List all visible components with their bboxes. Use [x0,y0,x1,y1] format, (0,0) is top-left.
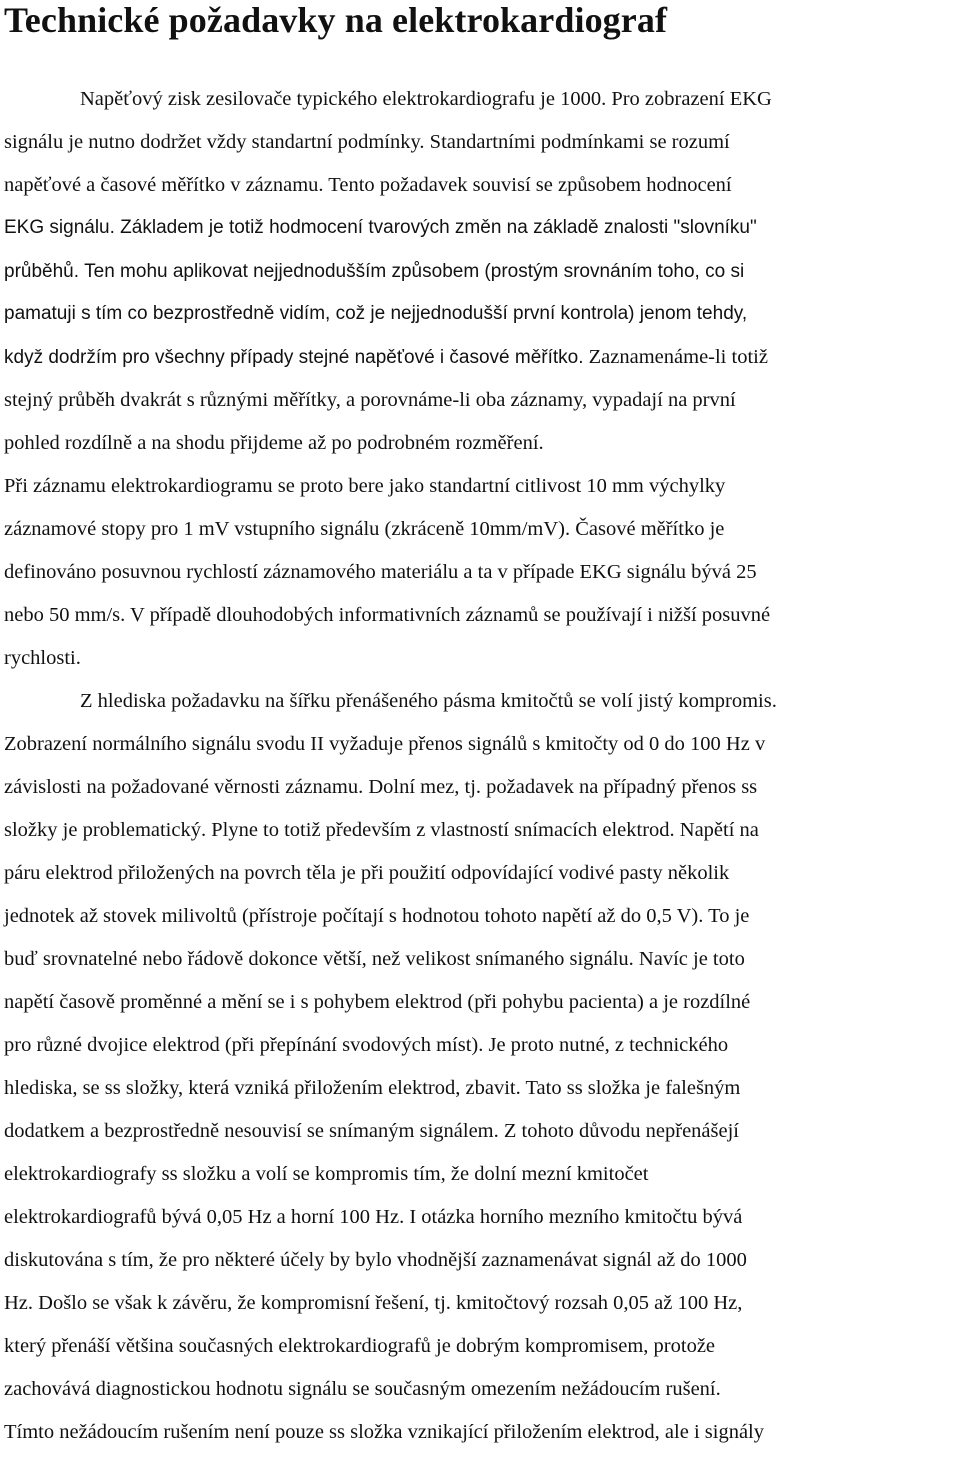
text-fragment: Zaznamenáme-li totiž [588,346,768,368]
text-line: pamatuji s tím co bezprostředně vidím, což je nejjednodušší první kontrola) jenom tehdy, [4,303,748,324]
page-title: Technické požadavky na elektrokardiograf [4,0,668,40]
text-fragment: Ten mohu aplikovat nejjednodušším způsobem (prostým srovnáním toho, co si [84,261,745,282]
text-line: buď srovnatelné nebo řádově dokonce větší, než velikost snímaného signálu. Navíc je toto [4,948,745,970]
text-line: který přenáší většina současných elektrokardiografů je dobrým kompromisem, protože [4,1335,716,1357]
text-line: záznamové stopy pro 1 mV vstupního signálu (zkráceně 10mm/mV). Časové měřítko je [4,518,725,540]
text-line: EKG signálu. Základem je totiž hodmocení tvarových změn na základě znalosti "slovníku" [4,217,757,238]
text-line: rychlosti. [4,647,81,669]
text-line: Zobrazení normálního signálu svodu II vyžaduje přenos signálů s kmitočty od 0 do 100 Hz v [4,733,766,755]
text-line: Tímto nežádoucím rušením není pouze ss složka vznikající přiložením elektrod, ale i signály [4,1421,764,1443]
text-line: složky je problematický. Plyne to totiž především z vlastností snímacích elektrod. Napětí na [4,819,759,841]
text-line: závislosti na požadované věrnosti záznamu. Dolní mez, tj. požadavek na případný přenos ss [4,776,758,798]
text-line: Hz. Došlo se však k závěru, že kompromisní řešení, tj. kmitočtový rozsah 0,05 až 100 Hz, [4,1292,743,1314]
text-line: diskutována s tím, že pro některé účely by bylo vhodnější zaznamenávat signál až do 1000 [4,1249,747,1271]
text-fragment: když dodržím pro všechny případy stejné napěťové i časové měřítko. [4,347,584,368]
text-fragment: průběhů. [4,261,80,282]
text-line [4,256,744,299]
text-line: napětí časově proměnné a mění se i s pohybem elektrod (při pohybu pacienta) a je rozdílné [4,991,751,1013]
text-line: stejný průběh dvakrát s různými měřítky, a porovnáme-li oba záznamy, vypadají na první [4,389,736,411]
text-line: signálu je nutno dodržet vždy standartní podmínky. Standartními podmínkami se rozumí [4,131,730,153]
text-line: napěťové a časové měřítko v záznamu. Tento požadavek souvisí se způsobem hodnocení [4,174,732,196]
text-line: Z hlediska požadavku na šířku přenášeného pásma kmitočtů se volí jistý kompromis. [80,690,777,712]
text-line: elektrokardiografy ss složku a volí se kompromis tím, že dolní mezní kmitočet [4,1163,649,1185]
text-line: jednotek až stovek milivoltů (přístroje počítají s hodnotou tohoto napětí až do 0,5 V). To je [4,905,750,927]
text-line: Při záznamu elektrokardiogramu se proto bere jako standartní citlivost 10 mm výchylky [4,475,726,497]
text-line: dodatkem a bezprostředně nesouvisí se snímaným signálem. Z tohoto důvodu nepřenášejí [4,1120,739,1142]
text-line: nebo 50 mm/s. V případě dlouhodobých informativních záznamů se používají i nižší posuvné [4,604,771,626]
text-line: hlediska, se ss složky, která vzniká přiložením elektrod, zbavit. Tato ss složka je falešným [4,1077,741,1099]
text-line: elektrokardiografů bývá 0,05 Hz a horní 100 Hz. I otázka horního mezního kmitočtu bývá [4,1206,743,1228]
text-line: definováno posuvnou rychlostí záznamového materiálu a ta v případe EKG signálu bývá 25 [4,561,757,583]
text-line: pohled rozdílně a na shodu přijdeme až po podrobném rozměření. [4,432,544,454]
text-line: pro různé dvojice elektrod (při přepínání svodových míst). Je proto nutné, z technického [4,1034,729,1056]
text-line: zachovává diagnostickou hodnotu signálu se současným omezením nežádoucím rušení. [4,1378,721,1400]
text-line [4,342,768,385]
text-line: Napěťový zisk zesilovače typického elektrokardiografu je 1000. Pro zobrazení EKG [80,88,772,110]
text-line: páru elektrod přiložených na povrch těla je při použití odpovídající vodivé pasty několik [4,862,730,884]
